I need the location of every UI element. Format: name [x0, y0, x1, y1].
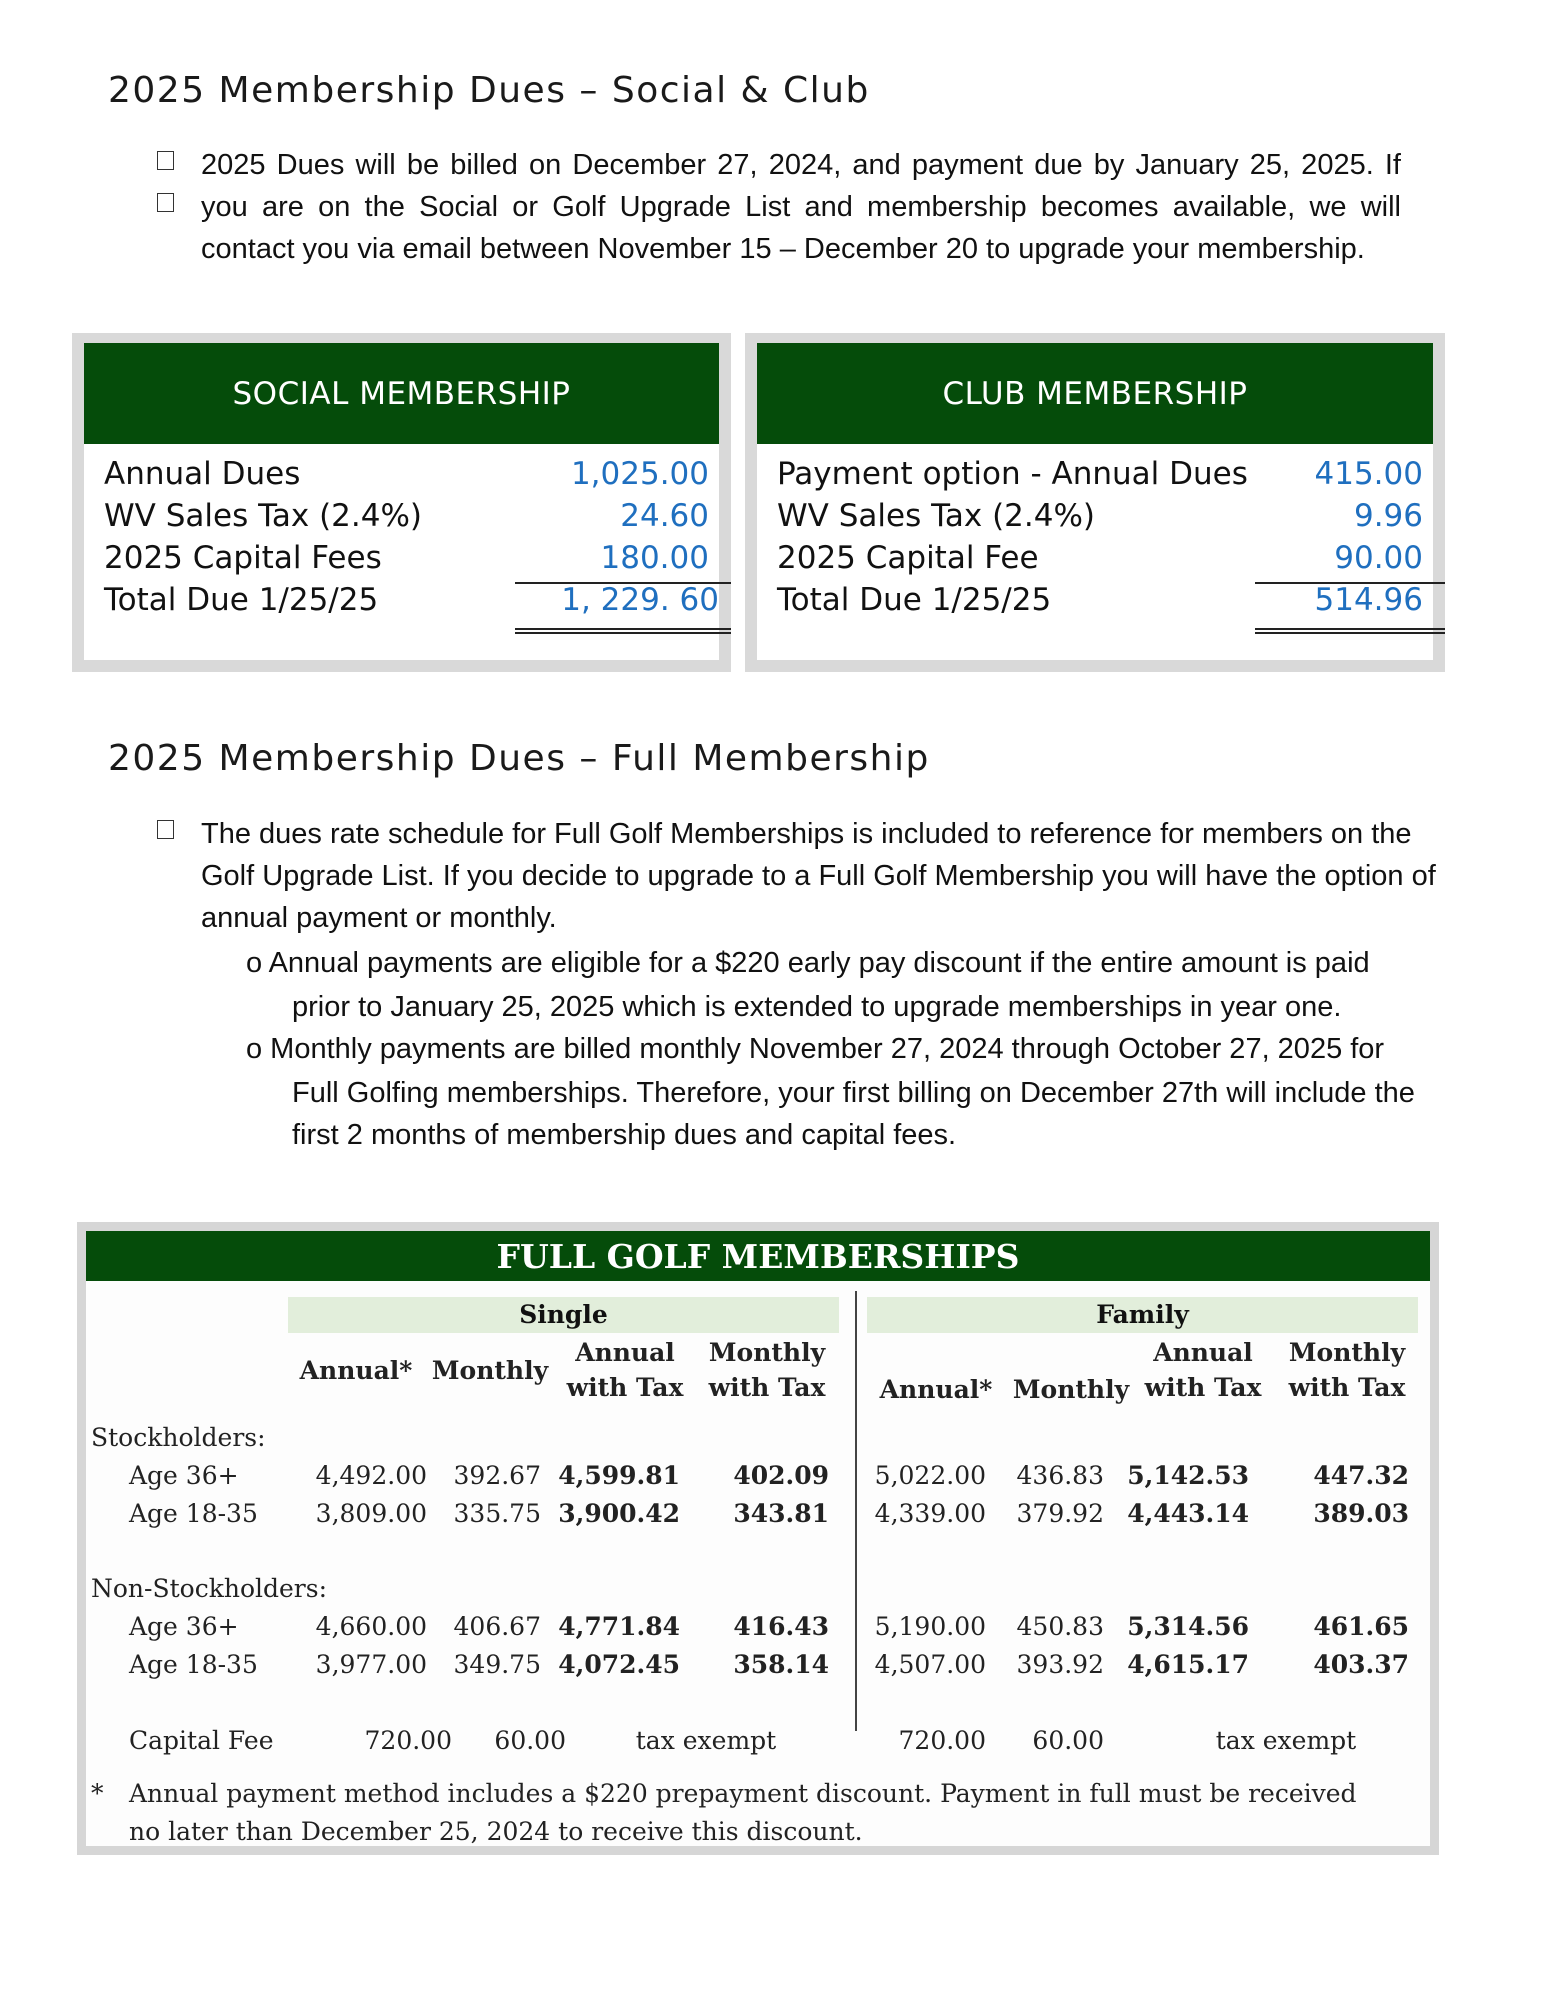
- row-label-age-18: Age 18-35: [129, 1499, 258, 1528]
- cell-value: 402.09: [733, 1461, 829, 1490]
- billing-note: 2025 Dues will be billed on December 27, 2024, and payment due by January 25, 2025. If you are on the Social or Golf Upgrade List and membership becomes available, we will contact you via email between November 15 – December 20 to upgrade your membership.: [201, 149, 1401, 265]
- row-label: Total Due 1/25/25: [104, 582, 379, 618]
- total-double-rule: [1255, 632, 1445, 634]
- single-group-header: Single: [288, 1297, 839, 1333]
- social-membership-panel: [72, 333, 731, 672]
- cell-value: 4,660.00: [315, 1612, 427, 1641]
- capital-fee-label: Capital Fee: [129, 1726, 274, 1755]
- col-header-annual-tax: with Tax: [566, 1373, 684, 1402]
- col-header-monthly-tax: Monthly: [708, 1338, 826, 1367]
- cell-value: 5,142.53: [1127, 1461, 1249, 1490]
- cell-value: 4,615.17: [1127, 1650, 1249, 1679]
- cell-value: 4,599.81: [558, 1461, 680, 1490]
- checkbox-icon: [157, 193, 174, 212]
- total-double-rule: [515, 632, 731, 634]
- footnote-line1: Annual payment method includes a $220 prepayment discount. Payment in full must be received: [129, 1779, 1357, 1808]
- non-stockholders-label: Non-Stockholders:: [91, 1574, 327, 1603]
- row-value: 514.96: [1314, 582, 1423, 618]
- annual-payment-note-line2: prior to January 25, 2025 which is extended to upgrade memberships in year one.: [292, 991, 1342, 1023]
- row-label: 2025 Capital Fee: [777, 540, 1039, 576]
- cell-value: 720.00: [898, 1726, 986, 1755]
- row-value: 90.00: [1334, 540, 1423, 576]
- row-value: 180.00: [600, 540, 709, 576]
- table-title: FULL GOLF MEMBERSHIPS: [86, 1231, 1430, 1281]
- col-header-monthly-tax: Monthly: [1288, 1338, 1406, 1367]
- cell-value: 349.75: [453, 1650, 541, 1679]
- social-row-total: [104, 582, 719, 624]
- club-membership-header: CLUB MEMBERSHIP: [757, 343, 1433, 444]
- row-label: WV Sales Tax (2.4%): [777, 498, 1096, 534]
- club-row-sales-tax: [777, 498, 1423, 540]
- stockholders-label: Stockholders:: [91, 1423, 266, 1452]
- social-membership-header: SOCIAL MEMBERSHIP: [84, 343, 719, 444]
- cell-value: 4,492.00: [315, 1461, 427, 1490]
- monthly-payment-note-line2: Full Golfing memberships. Therefore, your first billing on December 27th will include the: [292, 1077, 1415, 1109]
- full-membership-note: The dues rate schedule for Full Golf Memberships is included to reference for members on the Golf Upgrade List. If you decide to upgrade to a Full Golf Membership you will have the option of annual payment or monthly.: [201, 818, 1436, 934]
- cell-value: 4,339.00: [874, 1499, 986, 1528]
- col-header-monthly-tax: with Tax: [708, 1373, 826, 1402]
- cell-value: 392.67: [453, 1461, 541, 1490]
- cell-value: 3,900.42: [558, 1499, 680, 1528]
- row-label: Total Due 1/25/25: [777, 582, 1052, 618]
- cell-value: 5,022.00: [874, 1461, 986, 1490]
- col-header-annual: Annual*: [299, 1356, 413, 1385]
- cell-value: 4,771.84: [558, 1612, 680, 1641]
- row-value: 9.96: [1353, 498, 1423, 534]
- monthly-payment-note-line1: o Monthly payments are billed monthly November 27, 2024 through October 27, 2025 for: [246, 1033, 1385, 1065]
- col-header-annual-tax: with Tax: [1144, 1373, 1262, 1402]
- row-value: 1,025.00: [570, 456, 709, 492]
- cell-value: 4,507.00: [874, 1650, 986, 1679]
- column-divider: [855, 1291, 857, 1731]
- cell-value: 335.75: [453, 1499, 541, 1528]
- cell-value: 3,809.00: [315, 1499, 427, 1528]
- club-row-annual-dues: [777, 456, 1423, 498]
- section-title-social-club: 2025 Membership Dues – Social & Club: [108, 70, 870, 111]
- club-membership-panel: [745, 333, 1445, 672]
- cell-value: 447.32: [1313, 1461, 1409, 1490]
- social-row-capital-fees: [104, 540, 709, 582]
- cell-value: 436.83: [1016, 1461, 1104, 1490]
- col-header-annual-tax: Annual: [1153, 1338, 1253, 1367]
- social-row-annual-dues: [104, 456, 709, 498]
- cell-value: 461.65: [1313, 1612, 1409, 1641]
- section-title-full-membership: 2025 Membership Dues – Full Membership: [108, 738, 930, 779]
- row-value: 24.60: [620, 498, 709, 534]
- total-rule: [1255, 628, 1445, 630]
- cell-value: 720.00: [364, 1726, 452, 1755]
- col-header-annual: Annual*: [879, 1375, 993, 1404]
- col-header-monthly: Monthly: [1012, 1375, 1130, 1404]
- cell-value: 389.03: [1313, 1499, 1409, 1528]
- row-value: 415.00: [1314, 456, 1423, 492]
- footnote-marker: *: [91, 1779, 104, 1808]
- cell-value: 4,443.14: [1127, 1499, 1249, 1528]
- cell-value: 379.92: [1016, 1499, 1104, 1528]
- row-value: 1, 229. 60: [561, 582, 719, 618]
- family-group-header: Family: [867, 1297, 1418, 1333]
- cell-value: 406.67: [453, 1612, 541, 1641]
- club-row-total: [777, 582, 1423, 624]
- cell-value: 60.00: [1032, 1726, 1104, 1755]
- cell-value: tax exempt: [635, 1726, 777, 1755]
- col-header-monthly: Monthly: [431, 1356, 549, 1385]
- cell-value: 5,314.56: [1127, 1612, 1249, 1641]
- cell-value: 60.00: [494, 1726, 566, 1755]
- row-label: 2025 Capital Fees: [104, 540, 382, 576]
- total-rule: [515, 628, 731, 630]
- checkbox-icon: [157, 151, 174, 170]
- row-label-age-36: Age 36+: [129, 1461, 239, 1490]
- row-label: Payment option - Annual Dues: [777, 456, 1248, 492]
- col-header-monthly-tax: with Tax: [1288, 1373, 1406, 1402]
- footnote-line2: no later than December 25, 2024 to receive this discount.: [129, 1817, 863, 1846]
- checkbox-icon: [157, 820, 174, 839]
- cell-value: 4,072.45: [558, 1650, 680, 1679]
- cell-value: 416.43: [733, 1612, 829, 1641]
- social-row-sales-tax: [104, 498, 709, 540]
- club-row-capital-fee: [777, 540, 1423, 582]
- cell-value: 3,977.00: [315, 1650, 427, 1679]
- cell-value: 403.37: [1313, 1650, 1409, 1679]
- monthly-payment-note-line3: first 2 months of membership dues and capital fees.: [292, 1119, 957, 1151]
- row-label: WV Sales Tax (2.4%): [104, 498, 423, 534]
- cell-value: 358.14: [733, 1650, 829, 1679]
- cell-value: 343.81: [733, 1499, 829, 1528]
- col-header-annual-tax: Annual: [575, 1338, 675, 1367]
- row-label-age-36: Age 36+: [129, 1612, 239, 1641]
- cell-value: 393.92: [1016, 1650, 1104, 1679]
- full-golf-memberships-table: [77, 1222, 1439, 1855]
- cell-value: 5,190.00: [874, 1612, 986, 1641]
- row-label: Annual Dues: [104, 456, 301, 492]
- row-label-age-18: Age 18-35: [129, 1650, 258, 1679]
- cell-value: tax exempt: [1215, 1726, 1357, 1755]
- cell-value: 450.83: [1016, 1612, 1104, 1641]
- annual-payment-note-line1: o Annual payments are eligible for a $220 early pay discount if the entire amount is paid: [246, 947, 1370, 979]
